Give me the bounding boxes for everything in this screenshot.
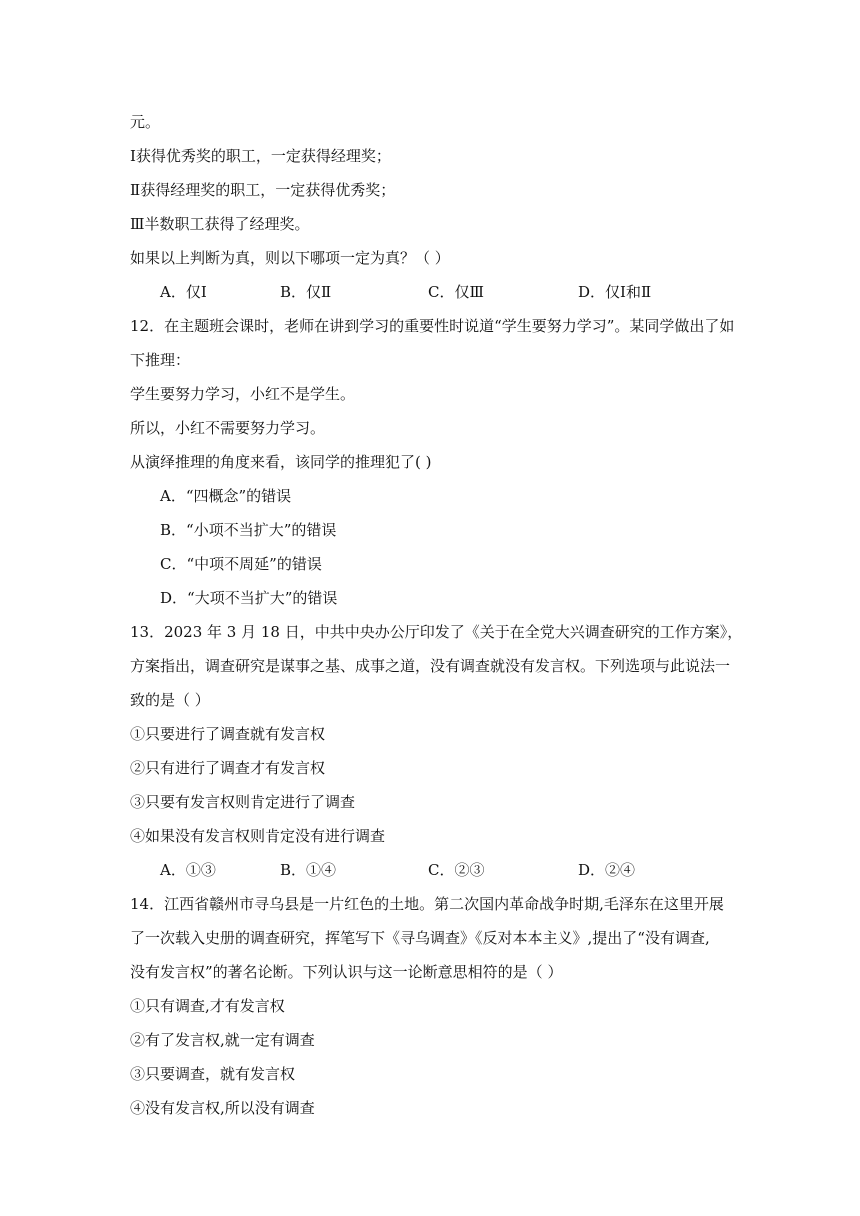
q12-option-a[interactable]: A．“四概念”的错误	[160, 487, 292, 505]
q11-statement-2: Ⅱ获得经理奖的职工，一定获得优秀奖；	[130, 181, 396, 199]
q11-statement-1: Ⅰ获得优秀奖的职工，一定获得经理奖；	[130, 147, 391, 165]
q11-option-d[interactable]: D．仅Ⅰ和Ⅱ	[578, 283, 652, 301]
q14-item-1: ①只有调查,才有发言权	[130, 997, 285, 1015]
q12-option-c[interactable]: C．“中项不周延”的错误	[160, 555, 322, 573]
q11-question: 如果以上判断为真，则以下哪项一定为真？（ ）	[130, 249, 450, 267]
q12-question: 从演绎推理的角度来看，该同学的推理犯了( )	[130, 453, 432, 471]
q12-premise: 学生要努力学习，小红不是学生。	[130, 385, 356, 403]
q13-stem-line-2: 方案指出，调查研究是谋事之基、成事之道，没有调查就没有发言权。下列选项与此说法一	[130, 657, 731, 675]
q13-item-3: ③只要有发言权则肯定进行了调查	[130, 793, 356, 811]
q12-option-b[interactable]: B．“小项不当扩大”的错误	[160, 521, 337, 539]
q14-stem-line-1: 14．江西省赣州市寻乌县是一片红色的土地。第二次国内革命战争时期,毛泽东在这里开展	[130, 895, 724, 913]
q13-option-d[interactable]: D．②④	[578, 861, 636, 879]
q13-options	[160, 860, 780, 880]
q13-item-2: ②只有进行了调查才有发言权	[130, 759, 326, 777]
q14-item-4: ④没有发言权,所以没有调查	[130, 1099, 315, 1117]
q11-option-c[interactable]: C．仅Ⅲ	[428, 283, 484, 301]
q12-option-d[interactable]: D．“大项不当扩大”的错误	[160, 589, 338, 607]
q14-stem-line-2: 了一次载入史册的调查研究，挥笔写下《寻乌调查》《反对本本主义》,提出了“没有调查,	[130, 929, 710, 947]
q13-item-1: ①只要进行了调查就有发言权	[130, 725, 326, 743]
q14-stem-line-3: 没有发言权”的著名论断。下列认识与这一论断意思相符的是（ ）	[130, 963, 563, 981]
q12-stem-line-1: 12．在主题班会课时，老师在讲到学习的重要性时说道“学生要努力学习”。某同学做出了如	[130, 317, 735, 335]
q14-item-3: ③只要调查，就有发言权	[130, 1065, 296, 1083]
q11-option-b[interactable]: B．仅Ⅱ	[280, 283, 332, 301]
q11-stem-tail: 元。	[130, 113, 161, 131]
q13-option-c[interactable]: C．②③	[428, 861, 485, 879]
q13-option-b[interactable]: B．①④	[280, 861, 337, 879]
q13-stem-line-3: 致的是（ ）	[130, 691, 210, 709]
q12-conclusion: 所以，小红不需要努力学习。	[130, 419, 326, 437]
q11-option-a[interactable]: A．仅Ⅰ	[160, 283, 207, 301]
q12-stem-line-2: 下推理：	[130, 351, 191, 369]
q13-item-4: ④如果没有发言权则肯定没有进行调查	[130, 827, 386, 845]
q13-stem-line-1: 13．2023 年 3 月 18 日，中共中央办公厅印发了《关于在全党大兴调查研究的工作方案》，	[130, 623, 743, 641]
q13-option-a[interactable]: A．①③	[160, 861, 216, 879]
q11-statement-3: Ⅲ半数职工获得了经理奖。	[130, 215, 310, 233]
q14-item-2: ②有了发言权,就一定有调查	[130, 1031, 315, 1049]
q11-options	[160, 282, 780, 302]
